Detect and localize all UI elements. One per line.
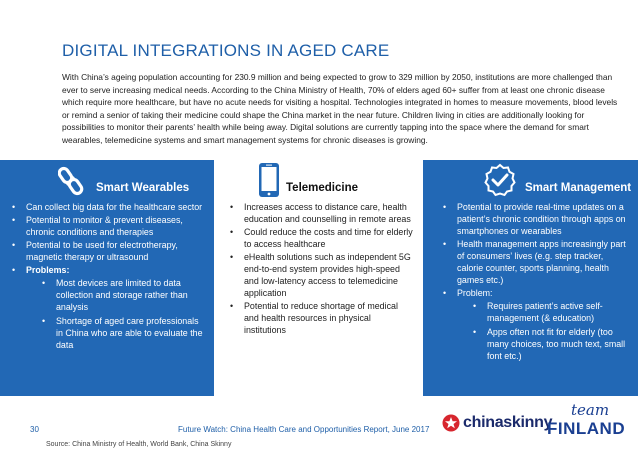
problems-item: [8, 264, 204, 351]
list-item: • Potential to monitor & prevent diseases, chronic conditions and therapies: [8, 214, 204, 238]
problem-label: Problem:: [457, 288, 493, 298]
smart-wearables-panel: [0, 160, 214, 396]
list-item: • Health management apps increasingly part of consumers’ lives (e.g. step tracker, calorie counter, sports planning, health games etc.): [439, 238, 629, 286]
problem-item: [439, 287, 629, 362]
list-item: • eHealth solutions such as independent 5G end-to-end system provides high-speed and low-latency access to telemedicine application: [226, 251, 414, 299]
telemedicine-list: [226, 201, 414, 337]
smart-wearables-heading: Smart Wearables: [96, 182, 190, 194]
report-title: Future Watch: China Health Care and Opportunities Report, June 2017: [178, 425, 430, 434]
list-item: • Potential to be used for electrotherapy, magnetic therapy or ultrasound: [8, 239, 204, 263]
source-note: Source: China Ministry of Health, World Bank, China Skinny: [46, 441, 232, 448]
team-wordmark: team: [571, 401, 610, 419]
problems-sublist: [26, 277, 204, 351]
list-item: • Potential to provide real-time updates on a patient’s chronic condition through apps on smartphones or wearables: [439, 201, 629, 237]
page-title: DIGITAL INTEGRATIONS IN AGED CARE: [62, 41, 390, 60]
list-item: • Shortage of aged care professionals in China who are able to evaluate the data: [40, 315, 204, 351]
check-badge-icon: [483, 163, 517, 197]
page-number: 30: [30, 425, 39, 434]
chinaskinny-wordmark: chinaskinny: [463, 414, 553, 431]
list-item: • Requires patient’s active self-management (& education): [471, 300, 629, 324]
list-item: • Could reduce the costs and time for elderly to access healthcare: [226, 226, 414, 250]
smart-management-heading: Smart Management: [525, 182, 632, 194]
smart-management-list: [439, 201, 629, 364]
list-item: • Apps often not fit for elderly (too many choices, too much text, small font etc.): [471, 326, 629, 362]
list-item: • Increases access to distance care, health education and counselling in remote areas: [226, 201, 414, 225]
chain-link-icon: [58, 166, 84, 196]
smart-wearables-list: [8, 201, 204, 353]
chinaskinny-star-icon: [442, 414, 460, 432]
list-item: • Potential to reduce shortage of medical and health resources in physical institutions: [226, 300, 414, 336]
problems-label: Problems:: [26, 265, 70, 275]
list-item: • Most devices are limited to data collection and storage rather than analysis: [40, 277, 204, 313]
finland-wordmark: FINLAND: [547, 419, 626, 438]
team-finland-logo: [547, 401, 631, 444]
telemedicine-heading: Telemedicine: [286, 182, 359, 194]
problem-sublist: [457, 300, 629, 362]
smartphone-icon: [258, 162, 280, 198]
list-item: • Can collect big data for the healthcare sector: [8, 201, 204, 213]
intro-paragraph: With China’s ageing population accounting for 230.9 million and being expected to grow to 329 million by 2050, institutions are more challenged than ever to serve increasing medical needs. According to the China Ministry of Health, 70% of elders aged 60+ suffer from at least one chronic disease which require more healthcare, but have no acute needs for visiting a hospital. Technologies integrated in homes to measure movements, blood levels or remind a senior of taking their medicine could shape the China market in the near future. Children living in cities are additionally looking for possibilities to monitor their parents’ health while being away. Digital solutions are currently tapping into the space where the demand for smart wearables, telemedicine systems and smart management systems for chronic diseases is growing.: [62, 72, 618, 145]
telemedicine-panel: [214, 160, 423, 396]
smart-management-panel: [423, 160, 638, 396]
chinaskinny-logo: [442, 414, 552, 432]
